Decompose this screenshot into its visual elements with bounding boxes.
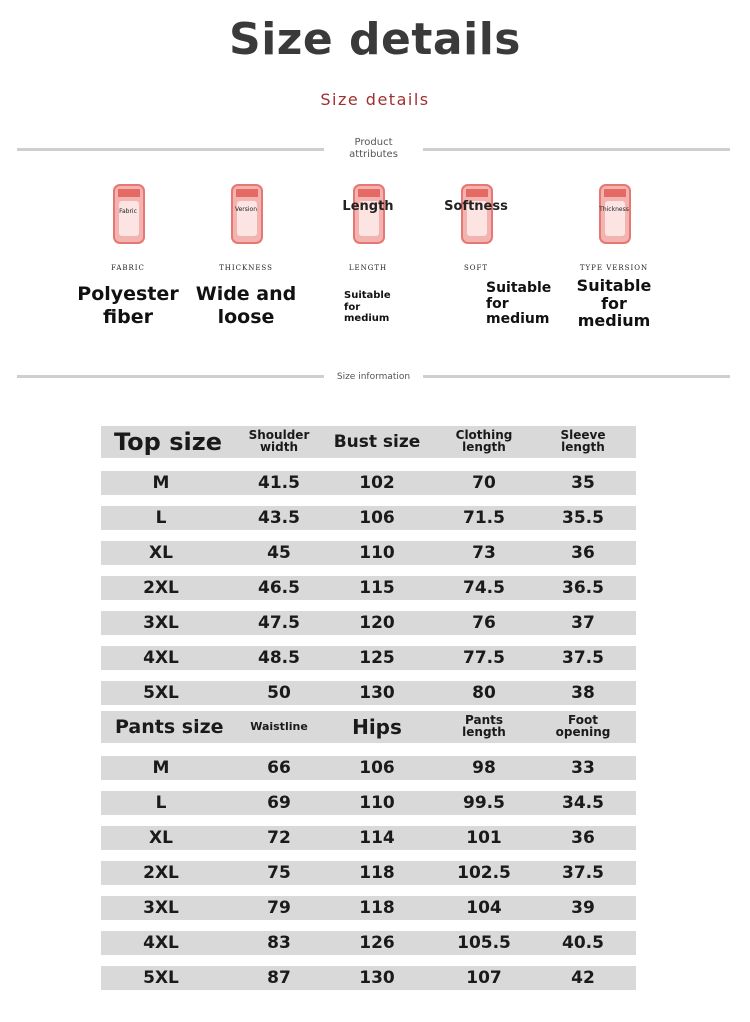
measurement-value: 80 <box>472 683 496 703</box>
table-row <box>101 541 636 565</box>
column-header <box>533 426 633 458</box>
measurement-value: 101 <box>466 828 502 848</box>
table-row <box>101 896 636 920</box>
measurement-value: 130 <box>359 683 395 703</box>
measurement-value: 46.5 <box>258 578 300 598</box>
size-label: L <box>155 508 167 528</box>
measurement-value: 35 <box>571 473 595 493</box>
measurement-value: 73 <box>472 543 496 563</box>
clothing-tag-icon <box>231 184 263 244</box>
measurement-value: 37 <box>571 613 595 633</box>
clothing-tag-icon <box>461 184 493 244</box>
attribute-value-line: for <box>486 295 509 312</box>
column-header: Bust size <box>333 432 421 452</box>
page-subtitle: Size details <box>320 90 430 109</box>
column-header <box>434 711 534 743</box>
attribute-value <box>181 283 311 329</box>
measurement-value: 126 <box>359 933 395 953</box>
attribute-caption: LENGTH <box>348 264 388 272</box>
divider-line-right <box>423 148 730 151</box>
table-row <box>101 791 636 815</box>
attribute-item <box>181 184 311 344</box>
column-header-line: length <box>462 725 506 739</box>
tag-label: Softness <box>444 199 508 214</box>
attribute-caption: THICKNESS <box>219 264 273 272</box>
size-label: 2XL <box>143 863 179 883</box>
measurement-value: 74.5 <box>463 578 505 598</box>
measurement-value: 118 <box>359 898 395 918</box>
measurement-value: 35.5 <box>562 508 604 528</box>
attribute-item <box>549 184 679 344</box>
size-label: 3XL <box>143 613 179 633</box>
page-title: Size details <box>229 14 521 65</box>
clothing-tag-icon <box>599 184 631 244</box>
column-header-line: width <box>259 440 299 454</box>
measurement-value: 42 <box>571 968 595 988</box>
attribute-value <box>63 283 193 329</box>
column-header: Waistline <box>250 720 308 733</box>
column-header <box>434 426 534 458</box>
measurement-value: 102.5 <box>457 863 511 883</box>
measurement-value: 41.5 <box>258 473 300 493</box>
size-label: L <box>155 793 167 813</box>
measurement-value: 130 <box>359 968 395 988</box>
attribute-value-line: Wide and <box>195 283 297 305</box>
measurement-value: 110 <box>359 543 395 563</box>
measurement-value: 118 <box>359 863 395 883</box>
column-header-line: opening <box>555 725 611 739</box>
measurement-value: 107 <box>466 968 502 988</box>
column-header-line: Shoulder <box>248 428 310 442</box>
size-label: 4XL <box>143 648 179 668</box>
measurement-value: 48.5 <box>258 648 300 668</box>
attribute-caption: SOFT <box>463 264 489 272</box>
measurement-value: 66 <box>267 758 291 778</box>
attribute-value-line: for <box>601 293 627 313</box>
attribute-value-line: medium <box>344 313 390 324</box>
attribute-caption: FABRIC <box>111 264 145 272</box>
table-title: Pants size <box>115 716 224 738</box>
tag-label: Length <box>342 199 394 214</box>
pants-size-header <box>101 711 636 743</box>
column-header-line: Foot <box>568 713 598 727</box>
attribute-value <box>549 277 679 330</box>
measurement-value: 36.5 <box>562 578 604 598</box>
product-attributes-label-line2: attributes <box>349 149 398 160</box>
size-label: 5XL <box>143 968 179 988</box>
size-label: 4XL <box>143 933 179 953</box>
measurement-value: 45 <box>267 543 291 563</box>
column-header <box>234 426 324 458</box>
measurement-value: 69 <box>267 793 291 813</box>
measurement-value: 38 <box>571 683 595 703</box>
attribute-value-line: Polyester <box>77 283 179 305</box>
size-information-label: Size information <box>324 371 423 383</box>
table-row <box>101 471 636 495</box>
table-row <box>101 931 636 955</box>
tag-label: Thickness <box>599 206 629 213</box>
divider-line-right <box>423 375 730 378</box>
divider-line-left <box>17 148 324 151</box>
size-label: M <box>152 473 170 493</box>
product-attributes-label-line1: Product <box>354 137 393 148</box>
tag-label: Version <box>234 206 258 213</box>
measurement-value: 36 <box>571 543 595 563</box>
measurement-value: 70 <box>472 473 496 493</box>
measurement-value: 34.5 <box>562 793 604 813</box>
product-attributes-label <box>324 137 423 161</box>
measurement-value: 120 <box>359 613 395 633</box>
table-row <box>101 611 636 635</box>
table-row <box>101 576 636 600</box>
measurement-value: 43.5 <box>258 508 300 528</box>
column-header-line: Clothing <box>455 428 513 442</box>
measurement-value: 37.5 <box>562 648 604 668</box>
column-header-line: length <box>462 440 506 454</box>
measurement-value: 79 <box>267 898 291 918</box>
attribute-caption: TYPE VERSION <box>579 264 649 272</box>
attribute-value-line: Suitable <box>576 276 652 295</box>
divider-line-left <box>17 375 324 378</box>
measurement-value: 102 <box>359 473 395 493</box>
tag-label: Fabric <box>119 208 137 215</box>
measurement-value: 83 <box>267 933 291 953</box>
column-header-line: length <box>561 440 605 454</box>
size-label: 2XL <box>143 578 179 598</box>
measurement-value: 47.5 <box>258 613 300 633</box>
measurement-value: 110 <box>359 793 395 813</box>
measurement-value: 37.5 <box>562 863 604 883</box>
measurement-value: 36 <box>571 828 595 848</box>
column-header-line: Pants <box>465 713 503 727</box>
attribute-item <box>411 184 552 344</box>
measurement-value: 105.5 <box>457 933 511 953</box>
table-row <box>101 681 636 705</box>
table-row <box>101 826 636 850</box>
measurement-value: 114 <box>359 828 395 848</box>
table-row <box>101 966 636 990</box>
measurement-value: 40.5 <box>562 933 604 953</box>
attribute-value-line: Suitable <box>486 280 552 296</box>
measurement-value: 71.5 <box>463 508 505 528</box>
attribute-value-line: fiber <box>103 306 153 328</box>
measurement-value: 76 <box>472 613 496 633</box>
measurement-value: 125 <box>359 648 395 668</box>
size-label: 5XL <box>143 683 179 703</box>
measurement-value: 75 <box>267 863 291 883</box>
measurement-value: 106 <box>359 508 395 528</box>
size-label: 3XL <box>143 898 179 918</box>
table-title: Top size <box>114 428 222 456</box>
column-header: Hips <box>352 715 402 739</box>
measurement-value: 77.5 <box>463 648 505 668</box>
table-row <box>101 506 636 530</box>
measurement-value: 98 <box>472 758 496 778</box>
measurement-value: 50 <box>267 683 291 703</box>
measurement-value: 87 <box>267 968 291 988</box>
attribute-value-line: for <box>344 301 361 313</box>
attribute-value-line: medium <box>486 311 550 327</box>
table-row <box>101 756 636 780</box>
measurement-value: 99.5 <box>463 793 505 813</box>
top-size-header <box>101 426 636 458</box>
measurement-value: 33 <box>571 758 595 778</box>
clothing-tag-icon <box>353 184 385 244</box>
attribute-item <box>63 184 193 344</box>
measurement-value: 115 <box>359 578 395 598</box>
column-header <box>533 711 633 743</box>
size-label: XL <box>149 828 173 848</box>
table-row <box>101 646 636 670</box>
measurement-value: 72 <box>267 828 291 848</box>
attribute-value-line: Suitable <box>344 290 391 301</box>
measurement-value: 39 <box>571 898 595 918</box>
size-label: XL <box>149 543 173 563</box>
size-label: M <box>152 758 170 778</box>
attribute-value-line: medium <box>577 311 651 330</box>
measurement-value: 104 <box>466 898 502 918</box>
attribute-value-line: loose <box>217 306 275 328</box>
measurement-value: 106 <box>359 758 395 778</box>
column-header-line: Sleeve <box>560 428 606 442</box>
table-row <box>101 861 636 885</box>
